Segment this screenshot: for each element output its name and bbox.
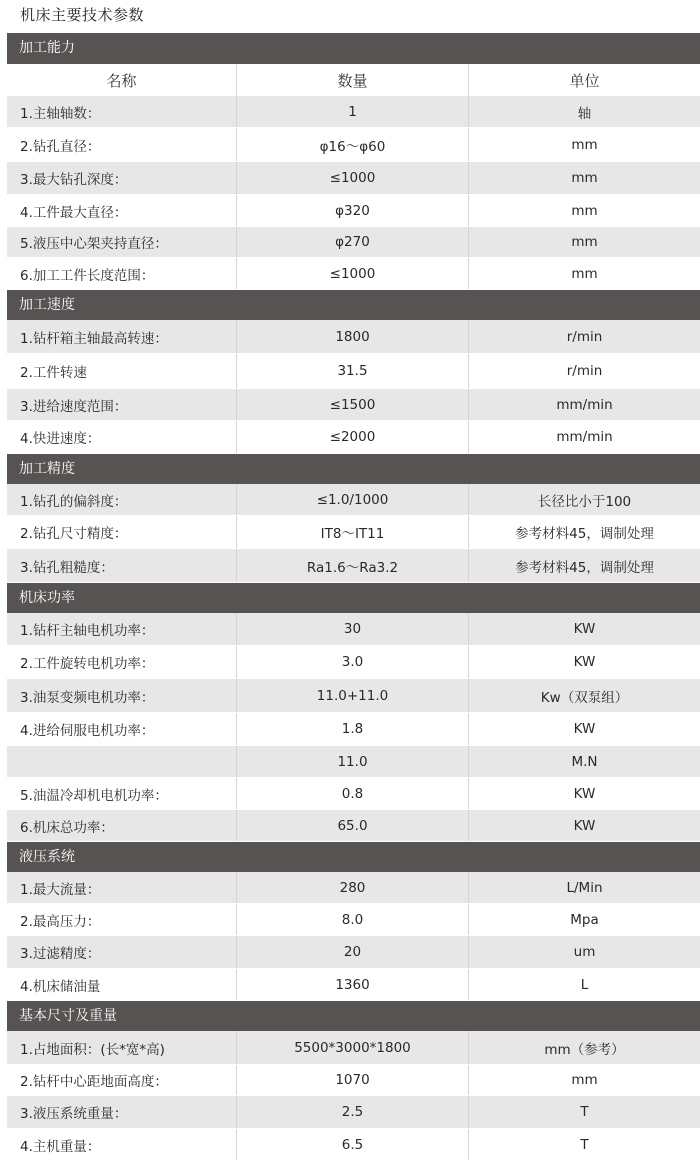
table-row: [7, 1031, 700, 1065]
param-qty-cell: 1070: [237, 1065, 469, 1095]
table-row: [7, 778, 700, 810]
param-unit-cell: T: [580, 1104, 589, 1120]
table-row: [7, 354, 700, 389]
param-unit-cell: Kw（双泵组）: [540, 689, 629, 706]
column-header-qty: 数量: [237, 64, 469, 96]
table-row: [7, 484, 700, 516]
page-title: 机床主要技术参数: [20, 6, 145, 24]
param-name-cell: 3.最大钻孔深度：: [7, 162, 237, 194]
param-qty-cell: 8.0: [237, 904, 469, 935]
param-qty-cell: φ16～φ60: [237, 128, 469, 161]
section-header: 机床功率: [7, 583, 700, 613]
section-header: 加工速度: [7, 290, 700, 320]
param-unit-cell: r/min: [566, 328, 603, 345]
param-qty-cell: ≤2000: [237, 421, 469, 453]
param-qty-cell: 280: [237, 872, 469, 903]
param-name-cell: 4.机床储油量: [7, 969, 237, 1000]
table-row: [7, 872, 700, 904]
param-unit-cell: mm: [571, 265, 598, 282]
table-row: [7, 195, 700, 227]
param-unit-cell: mm/min: [556, 396, 613, 413]
param-unit-cell: mm/min: [556, 429, 613, 445]
column-header-name: 名称: [7, 64, 237, 96]
section-header: 加工精度: [7, 454, 700, 484]
param-name-cell: 2.钻杆中心距地面高度：: [7, 1065, 237, 1095]
table-row: [7, 613, 700, 646]
table-row: [7, 746, 700, 778]
param-name-cell: 1.钻杆主轴电机功率：: [7, 613, 237, 645]
param-unit-cell: KW: [573, 621, 596, 637]
param-unit-cell: um: [573, 944, 596, 960]
param-unit-cell: KW: [573, 721, 596, 737]
table-row: [7, 679, 700, 713]
param-unit-cell: M.N: [571, 753, 598, 770]
param-unit-cell: mm: [571, 202, 598, 219]
param-qty-cell: ≤1.0/1000: [237, 484, 469, 515]
table-row: [7, 713, 700, 746]
param-unit-cell: 轴: [577, 105, 592, 122]
param-qty-cell: 20: [237, 936, 469, 968]
param-qty-cell: ≤1000: [237, 162, 469, 194]
table-row: [7, 389, 700, 421]
param-unit-cell: mm（参考）: [544, 1041, 625, 1058]
param-qty-cell: φ320: [237, 195, 469, 226]
param-qty-cell: 6.5: [237, 1129, 469, 1160]
param-name-cell: 3.过滤精度：: [7, 936, 237, 968]
section-header: 基本尺寸及重量: [7, 1001, 700, 1031]
param-name-cell: 5.油温冷却机电机功率：: [7, 778, 237, 809]
param-name-cell: 1.主轴轴数：: [7, 96, 237, 127]
param-qty-cell: Ra1.6～Ra3.2: [237, 549, 469, 582]
param-unit-cell: 参考材料45，调制处理: [515, 559, 654, 576]
param-name-cell: 5.液压中心架夹持直径：: [7, 227, 237, 257]
section-header: 液压系统: [7, 842, 700, 872]
param-qty-cell: 11.0: [237, 746, 469, 777]
param-qty-cell: 1360: [237, 969, 469, 1000]
table-row: [7, 646, 700, 679]
column-header-unit: 单位: [569, 71, 600, 90]
table-row: [7, 516, 700, 549]
param-qty-cell: 11.0+11.0: [237, 679, 469, 712]
table-row: [7, 162, 700, 195]
param-name-cell: 2.钻孔尺寸精度：: [7, 516, 237, 548]
table-row: [7, 1096, 700, 1129]
column-headers: [7, 64, 700, 96]
param-name-cell: 4.快进速度：: [7, 421, 237, 453]
param-unit-cell: 长径比小于100: [537, 493, 632, 510]
param-qty-cell: 5500*3000*1800: [237, 1031, 469, 1064]
param-name-cell: 3.钻孔粗糙度：: [7, 549, 237, 582]
param-name-cell: 3.油泵变频电机功率：: [7, 679, 237, 712]
param-name-cell: 1.钻孔的偏斜度：: [7, 484, 237, 515]
param-unit-cell: mm: [571, 1072, 598, 1088]
param-unit-cell: Mpa: [570, 911, 599, 928]
spec-table: [7, 33, 700, 1161]
table-row: [7, 96, 700, 128]
table-row: [7, 1129, 700, 1161]
table-row: [7, 227, 700, 258]
table-row: [7, 1065, 700, 1096]
param-qty-cell: 65.0: [237, 810, 469, 841]
section-header: 加工能力: [7, 33, 700, 64]
param-qty-cell: 0.8: [237, 778, 469, 809]
param-unit-cell: 参考材料45，调制处理: [515, 526, 654, 542]
param-name-cell: 2.最高压力：: [7, 904, 237, 935]
param-unit-cell: mm: [571, 234, 598, 250]
param-qty-cell: 30: [237, 613, 469, 645]
param-name-cell: 2.工件转速: [7, 354, 237, 388]
param-name-cell: 6.加工工件长度范围：: [7, 258, 237, 289]
param-name-cell: 4.进给伺服电机功率：: [7, 713, 237, 745]
table-row: [7, 549, 700, 583]
param-name-cell: 1.钻杆箱主轴最高转速：: [7, 320, 237, 353]
table-row: [7, 969, 700, 1001]
param-name-cell: 1.最大流量：: [7, 872, 237, 903]
param-unit-cell: L/Min: [566, 879, 603, 896]
param-qty-cell: 2.5: [237, 1096, 469, 1128]
param-unit-cell: r/min: [566, 363, 603, 379]
table-row: [7, 421, 700, 454]
param-unit-cell: KW: [573, 785, 596, 802]
param-name-cell: 2.工件旋转电机功率：: [7, 646, 237, 678]
param-name-cell: 2.钻孔直径：: [7, 128, 237, 161]
param-unit-cell: L: [580, 976, 589, 993]
param-qty-cell: ≤1500: [237, 389, 469, 420]
param-unit-cell: KW: [573, 817, 596, 834]
param-name-cell: 3.进给速度范围：: [7, 389, 237, 420]
table-row: [7, 258, 700, 290]
param-name-cell: 3.液压系统重量：: [7, 1096, 237, 1128]
param-unit-cell: KW: [573, 654, 596, 670]
table-row: [7, 320, 700, 354]
param-name-cell: [7, 746, 237, 777]
param-name-cell: 1.占地面积：(长*宽*高): [7, 1031, 237, 1064]
param-qty-cell: 1: [237, 96, 469, 127]
param-unit-cell: mm: [571, 170, 598, 186]
param-name-cell: 6.机床总功率：: [7, 810, 237, 841]
table-row: [7, 810, 700, 842]
param-unit-cell: mm: [571, 136, 598, 153]
table-row: [7, 936, 700, 969]
param-name-cell: 4.工件最大直径：: [7, 195, 237, 226]
param-qty-cell: 1800: [237, 320, 469, 353]
table-row: [7, 904, 700, 936]
param-qty-cell: 1.8: [237, 713, 469, 745]
param-qty-cell: 3.0: [237, 646, 469, 678]
param-unit-cell: T: [580, 1136, 589, 1153]
table-row: [7, 128, 700, 162]
param-qty-cell: φ270: [237, 227, 469, 257]
param-qty-cell: 31.5: [237, 354, 469, 388]
param-qty-cell: ≤1000: [237, 258, 469, 289]
param-name-cell: 4.主机重量：: [7, 1129, 237, 1160]
param-qty-cell: IT8～IT11: [237, 516, 469, 548]
